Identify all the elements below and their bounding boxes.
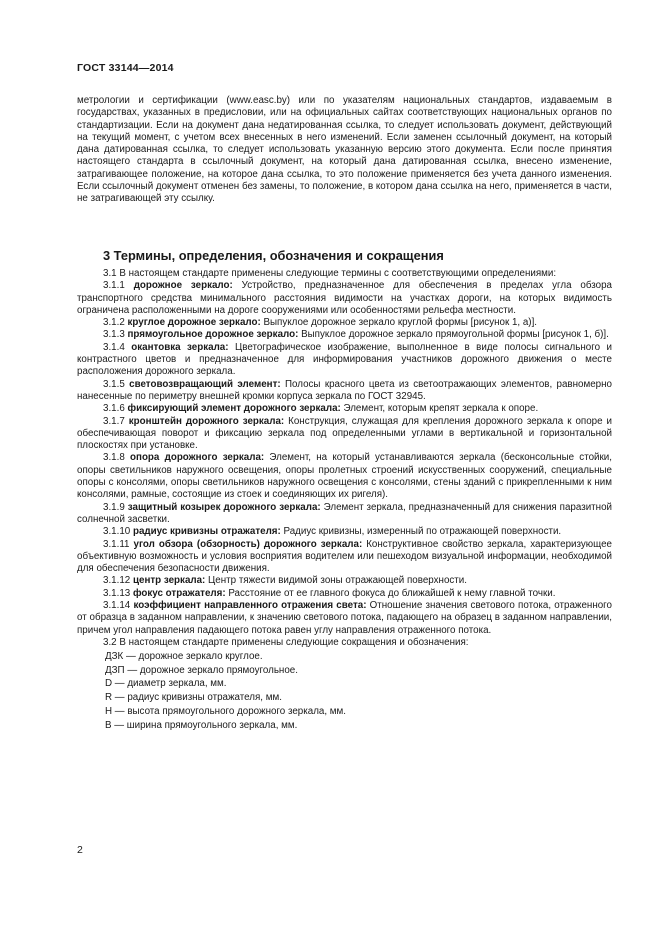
abbreviation-item: R — радиус кривизны отражателя, мм.	[105, 692, 282, 704]
term-3-1-8	[77, 452, 612, 501]
term-number: 3.1.6	[103, 403, 128, 415]
term-definition: Элемент, которым крепят зеркала к опоре.	[340, 403, 539, 415]
term-definition: Отношение значения светового потока, отраженного от образца в заданном направлении, к значению светового потока, падающего на образец в заданном направлении, причем угол направления падающего потока равен углу направления отраженного потока.	[77, 600, 612, 636]
term-3-1-6	[77, 403, 612, 415]
term-definition: Цветографическое изображение, выполненное в виде полосы сигнального и контрастного цветов и предназначенное для информирования участников дорожного движения о месте расположения дорожного зеркала.	[77, 341, 612, 378]
term-number: 3.1.14	[103, 600, 134, 612]
paragraph-3-1: 3.1 В настоящем стандарте применены следующие термины с соответствующими определениями:	[103, 268, 557, 279]
term-number: 3.1.11	[103, 538, 134, 550]
term-3-1-14	[77, 600, 612, 637]
term-definition: Устройство, предназначенное для обеспечения в пределах угла обзора транспортного средства минимального расстояния видимости на участках дороги, на которых видимость ограничена расположенными на дороге сооружениями или особенностями рельефа местности.	[77, 280, 612, 316]
section-title: 3 Термины, определения, обозначения и сокращения	[103, 248, 444, 263]
term-3-1-3	[77, 329, 612, 341]
section-body	[77, 268, 612, 732]
term-number: 3.1.4	[103, 341, 132, 353]
abbreviation-item: ДЗК — дорожное зеркало круглое.	[105, 650, 263, 662]
term-number: 3.1.1	[103, 280, 134, 292]
term-number: 3.1.12	[103, 575, 133, 587]
term-number: 3.1.8	[103, 452, 131, 464]
term-3-1-12	[77, 575, 612, 587]
term-3-1-1	[77, 280, 612, 317]
term-name: защитный козырек дорожного зеркала:	[127, 501, 321, 513]
term-number: 3.1.13	[103, 587, 133, 599]
term-3-1-10	[77, 526, 612, 538]
term-3-1-5	[77, 379, 612, 404]
term-3-1-11	[77, 539, 612, 576]
term-number: 3.1.7	[103, 415, 129, 427]
term-3-1-2	[77, 317, 612, 329]
term-number: 3.1.5	[103, 378, 130, 390]
term-3-1-13	[77, 588, 612, 600]
intro-text: метрологии и сертификации (www.easc.by) или по указателям национальных стандартов, издаваемым в государствах, указанных в предисловии, или на официальных сайтах соответствующих национальных органов по стандартизации. Если на документ дана недатированная ссылка, то следует использовать документ, действующий на текущий момент, с учетом всех внесенных в него изменений. Если заменен ссылочный документ, на который дана датированная ссылка, то следует использовать указанную версию этого документа. Если после принятия настоящего стандарта в ссылочный документ, на который дана датированная ссылка, внесено изменение, затрагивающее положение, на которое дана ссылка, то это положение применяется без учета данного изменения. Если ссылочный документ отменен без замены, то положение, в котором дана ссылка на него, применяется в части, не затрагивающей эту ссылку.	[77, 95, 612, 205]
term-definition: Элемент зеркала, предназначенный для снижения паразитной солнечной засветки.	[77, 501, 612, 525]
term-name: центр зеркала:	[132, 575, 206, 587]
term-3-1-9	[77, 502, 612, 527]
term-name: угол обзора (обзорность) дорожного зеркала:	[133, 538, 363, 550]
term-name: прямоугольное дорожное зеркало:	[127, 329, 299, 341]
term-definition: Выпуклое дорожное зеркало прямоугольной формы [рисунок 1, б)].	[298, 329, 609, 341]
term-name: световозвращающий элемент:	[129, 378, 281, 390]
term-definition: Полосы красного цвета из светоотражающих элементов, равномерно нанесенные по периметру внешней кромки корпуса зеркала по ГОСТ 32945.	[77, 378, 612, 402]
term-name: окантовка зеркала:	[131, 341, 229, 353]
paragraph-3-2: 3.2 В настоящем стандарте применены следующие сокращения и обозначения:	[103, 636, 469, 648]
term-definition: Центр тяжести видимой зоны отражающей поверхности.	[205, 575, 467, 587]
abbreviation-item: ДЗП — дорожное зеркало прямоугольное.	[105, 664, 298, 676]
term-name: круглое дорожное зеркало:	[127, 317, 261, 329]
term-number: 3.1.9	[103, 501, 128, 513]
term-definition: Элемент, на который устанавливаются зеркала (бесконсольные стойки, опоры светильников наружного освещения, опоры пролетных строений искусственных сооружений, специальные опоры с консолями, опоры светильников наружного освещения с консолями, стены зданий с прикрепленными к ним консолями, рамные, состоящие из стоек и соединяющих их ригеля).	[77, 452, 612, 501]
term-name: радиус кривизны отражателя:	[132, 526, 281, 538]
term-definition: Конструкция, служащая для крепления дорожного зеркала к опоре и обеспечивающая поворот и фиксацию зеркала под определенными углами в вертикальной и горизонтальной плоскостях при установке.	[77, 415, 613, 452]
term-name: дорожное зеркало:	[133, 280, 233, 292]
term-definition: Радиус кривизны, измеренный по отражающей поверхности.	[280, 526, 562, 538]
page-number: 2	[77, 844, 83, 856]
term-number: 3.1.2	[103, 317, 128, 329]
term-definition: Расстояние от ее главного фокуса до ближайшей к нему главной точки.	[225, 587, 556, 599]
abbreviation-item: D — диаметр зеркала, мм.	[105, 678, 227, 690]
term-name: фокус отражателя:	[132, 587, 226, 599]
abbreviation-item: B — ширина прямоугольного зеркала, мм.	[105, 719, 298, 731]
term-number: 3.1.10	[103, 526, 133, 538]
term-definition: Выпуклое дорожное зеркало круглой формы [рисунок 1, а)].	[260, 317, 538, 329]
term-name: опора дорожного зеркала:	[130, 452, 265, 464]
document-header: ГОСТ 33144—2014	[77, 62, 174, 74]
term-3-1-7	[77, 416, 612, 453]
term-name: коэффициент направленного отражения света:	[133, 600, 367, 612]
term-definition: Конструктивное свойство зеркала, характеризующее объективную возможность и условия восприятия водителем или пешеходом визуальной информации, необходимой для обеспечения безопасности движения.	[77, 538, 612, 575]
term-name: фиксирующий элемент дорожного зеркала:	[127, 403, 341, 415]
term-number: 3.1.3	[103, 329, 128, 341]
intro-paragraph	[77, 95, 612, 206]
term-3-1-4	[77, 342, 612, 379]
abbreviation-item: H — высота прямоугольного дорожного зеркала, мм.	[105, 705, 346, 717]
term-name: кронштейн дорожного зеркала:	[128, 415, 285, 427]
